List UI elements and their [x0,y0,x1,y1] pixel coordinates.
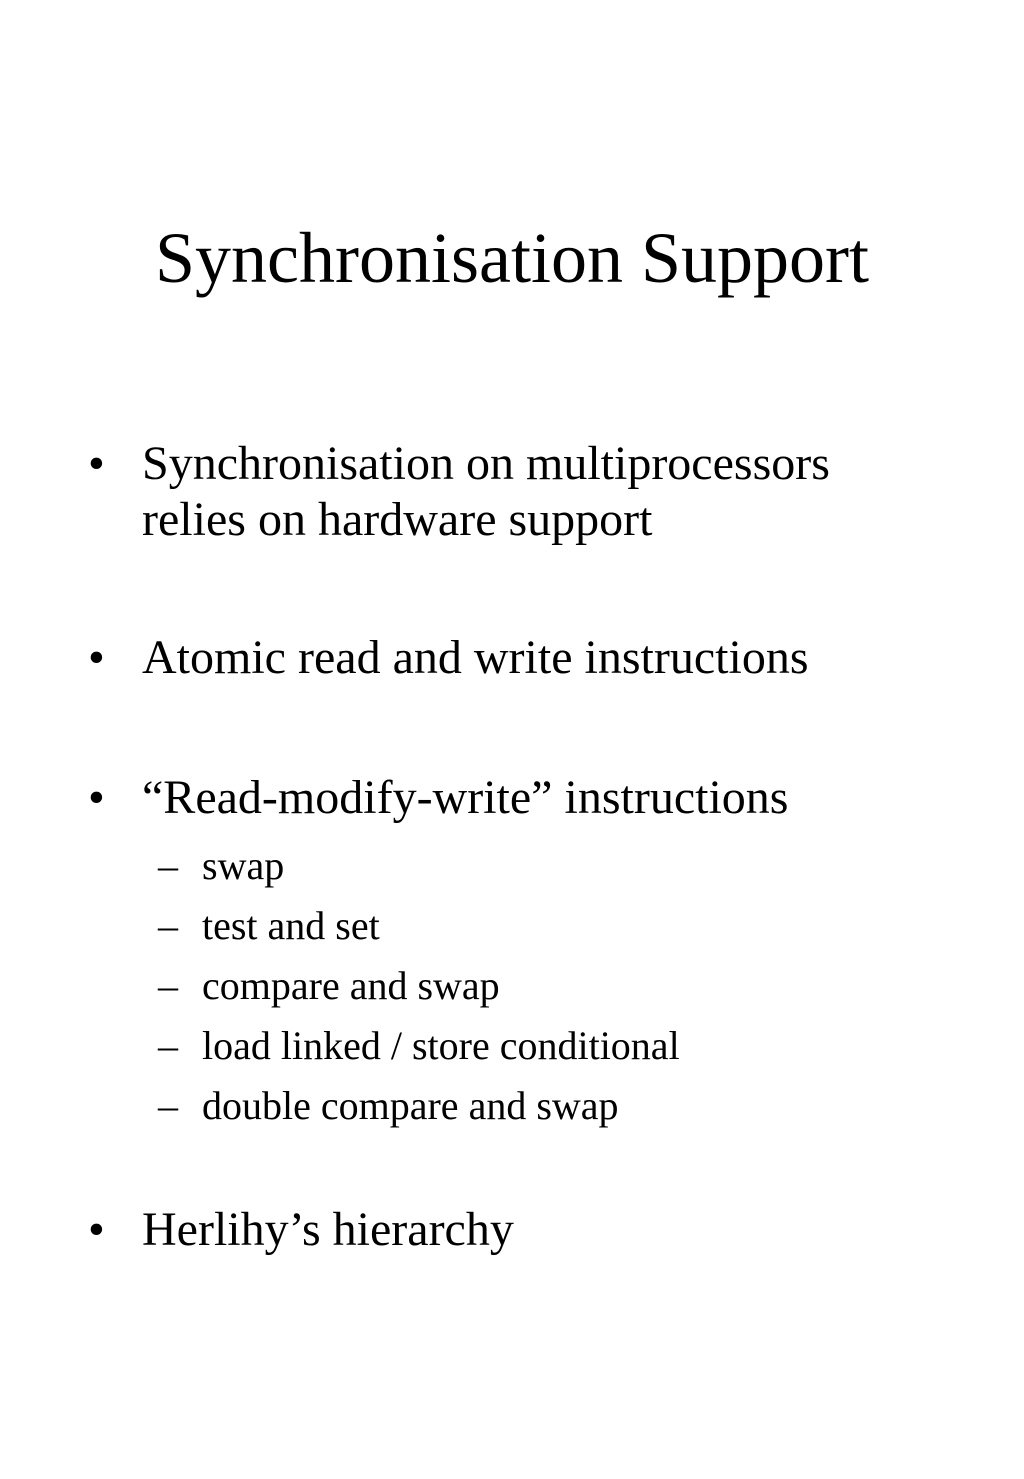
sub-item [0,964,1024,1008]
slide-title: Synchronisation Support [155,218,869,298]
bullet-marker: • [88,1203,105,1256]
bullet-line: Synchronisation on multiprocessors [142,437,830,490]
bullet-item [0,1202,1024,1258]
sub-item-marker: – [158,843,178,888]
sub-item [0,844,1024,888]
bullet-item [0,770,1024,826]
sub-item-marker: – [158,963,178,1008]
sub-item-text: swap [202,843,285,888]
bullet-line: relies on hardware support [142,493,653,546]
sub-item-text: double compare and swap [202,1083,619,1128]
bullet-marker: • [88,631,105,684]
bullet-line: “Read-modify-write” instructions [142,771,789,824]
sub-item-text: load linked / store conditional [202,1023,680,1068]
bullet-item [0,630,1024,686]
bullet-line: Atomic read and write instructions [142,631,809,684]
bullet-marker: • [88,437,105,490]
sub-item-marker: – [158,1083,178,1128]
sub-item-marker: – [158,903,178,948]
bullet-marker: • [88,771,105,824]
sub-item [0,904,1024,948]
sub-item-marker: – [158,1023,178,1068]
sub-item [0,1084,1024,1128]
bullet-text [142,770,1002,826]
bullet-line: Herlihy’s hierarchy [142,1203,514,1256]
bullet-item [0,436,1024,548]
bullet-text [142,1202,1002,1258]
bullet-text [142,630,1002,686]
bullet-text [142,436,1002,548]
sub-item-text: test and set [202,903,380,948]
sub-item [0,1024,1024,1068]
sub-item-text: compare and swap [202,963,500,1008]
